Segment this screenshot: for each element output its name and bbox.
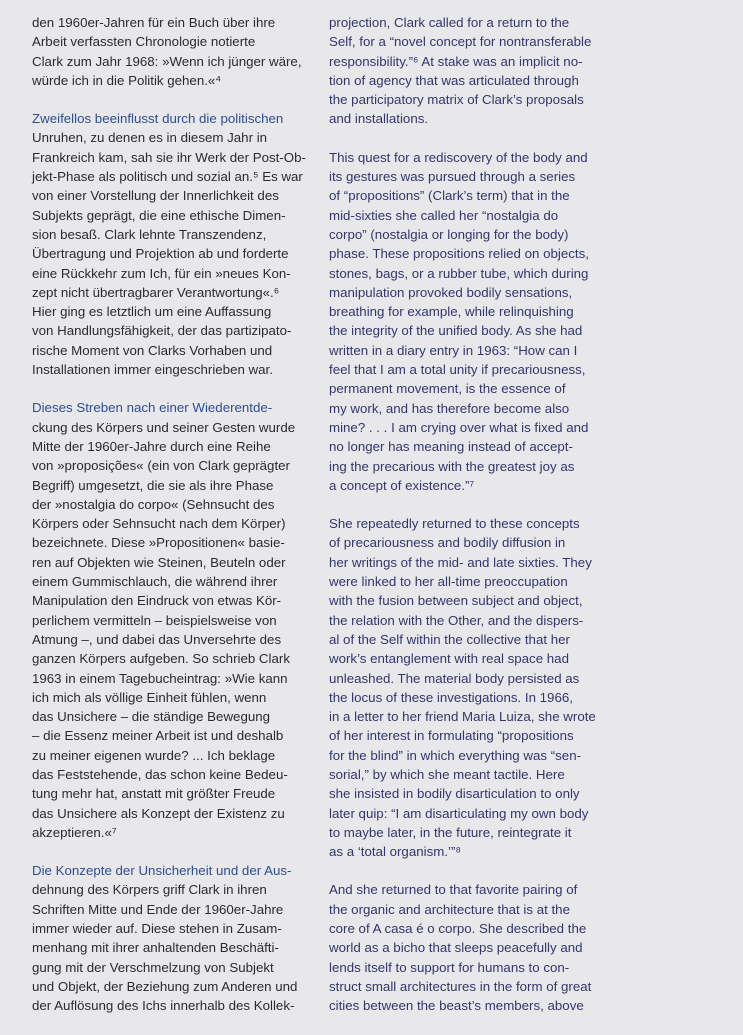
- german-paragraph: [32, 398, 308, 842]
- text-line: mid-sixties she called her “nostalgia do: [329, 207, 559, 223]
- text-line: sorial,” by which she meant tactile. Here: [329, 766, 565, 782]
- text-line: einem Gummischlauch, die während ihrer: [32, 574, 278, 590]
- text-line: she insisted in bodily disarticulation to only: [329, 786, 580, 802]
- text-line: written in a diary entry in 1963: “How can I: [329, 342, 578, 358]
- text-line: mine? . . . I am crying over what is fixed and: [329, 419, 589, 435]
- text-line: later quip: “I am disarticulating my own body: [329, 805, 589, 821]
- german-column: [32, 13, 308, 1035]
- text-line: its gestures was pursued through a series: [329, 169, 576, 185]
- text-line: ing the precarious with the greatest joy as: [329, 458, 575, 474]
- text-line: der »nostalgia do corpo« (Sehnsucht des: [32, 496, 275, 512]
- text-line: of her interest in formulating “propositions: [329, 728, 574, 744]
- text-line: Frankreich kam, sah sie ihr Werk der Post-Ob-: [32, 149, 306, 165]
- text-line: her writings of the mid- and late sixties. They: [329, 554, 592, 570]
- text-line: core of A casa é o corpo. She described the: [329, 921, 587, 937]
- text-line: Übertragung und Projektion ab und forderte: [32, 246, 289, 262]
- text-line: Unruhen, zu denen es in diesem Jahr in: [32, 130, 268, 146]
- text-line: sion besaß. Clark lehnte Transzendenz,: [32, 226, 267, 242]
- english-paragraph: [329, 13, 613, 129]
- text-line: tung mehr hat, anstatt mit größter Freude: [32, 786, 276, 802]
- text-line: the locus of these investigations. In 1966,: [329, 689, 573, 705]
- text-line: unleashed. The material body persisted as: [329, 670, 580, 686]
- text-line: würde ich in die Politik gehen.«⁴: [32, 72, 222, 88]
- text-line: for the blind” in which everything was “sen-: [329, 747, 582, 763]
- text-line: Mitte der 1960er-Jahre durch eine Reihe: [32, 438, 271, 454]
- text-line: to maybe later, in the future, reintegrate it: [329, 824, 572, 840]
- text-line: cities between the beast’s members, above: [329, 998, 584, 1014]
- text-line: das Unsichere – die ständige Bewegung: [32, 709, 271, 725]
- text-line: dehnung des Körpers griff Clark in ihren: [32, 882, 267, 898]
- text-line: manipulation provoked bodily sensations,: [329, 284, 573, 300]
- text-line: the participatory matrix of Clark’s proposals: [329, 92, 584, 108]
- text-line: the relation with the Other, and the dispers-: [329, 612, 584, 628]
- text-line: responsibility.”⁶ At stake was an implicit no-: [329, 53, 583, 69]
- text-line: zu meiner eigenen wurde? ... Ich beklage: [32, 747, 276, 763]
- text-line: projection, Clark called for a return to the: [329, 15, 570, 30]
- text-line: my work, and has therefore become also: [329, 400, 570, 416]
- text-line: der Auflösung des Ichs innerhalb des Kollek-: [32, 998, 295, 1014]
- text-line: von einer Vorstellung der Innerlichkeit des: [32, 188, 279, 204]
- text-line: zept nicht übertragbarer Verantwortung«.⁶: [32, 284, 280, 300]
- text-line: in a letter to her friend Maria Luiza, she wrote: [329, 709, 596, 725]
- text-line: das Feststehende, das schon keine Bedeu-: [32, 766, 288, 782]
- text-line: eine Rückkehr zum Ich, für ein »neues Kon-: [32, 265, 291, 281]
- text-line: ren auf Objekten wie Steinen, Beuteln oder: [32, 554, 286, 570]
- text-line: of “propositions” (Clark’s term) that in the: [329, 188, 570, 204]
- text-line: von Handlungsfähigkeit, der das partizipato-: [32, 323, 292, 339]
- text-line: Begriff) umgesetzt, die sie als ihre Phase: [32, 477, 274, 493]
- text-line: with the fusion between subject and object,: [329, 593, 583, 609]
- text-line: the integrity of the unified body. As she had: [329, 323, 583, 339]
- english-column: [329, 13, 613, 1035]
- text-line: ckung des Körpers und seiner Gesten wurde: [32, 419, 296, 435]
- text-line: Arbeit verfassten Chronologie notierte: [32, 34, 256, 50]
- german-paragraph: [32, 13, 308, 90]
- text-line: Atmung –, und dabei das Unversehrte des: [32, 631, 282, 647]
- text-line: den 1960er-Jahren für ein Buch über ihre: [32, 15, 276, 30]
- text-line: gung mit der Verschmelzung von Subjekt: [32, 959, 274, 975]
- text-line: phase. These propositions relied on objects,: [329, 246, 589, 262]
- text-line: von »proposições« (ein von Clark geprägter: [32, 458, 290, 474]
- text-line: stones, bags, or a rubber tube, which during: [329, 265, 589, 281]
- text-line: ganzen Körpers aufgeben. So schrieb Clark: [32, 651, 290, 667]
- text-line: Clark zum Jahr 1968: »Wenn ich jünger wäre,: [32, 53, 302, 69]
- text-line: struct small architectures in the form of great: [329, 978, 592, 994]
- text-line: permanent movement, is the essence of: [329, 381, 566, 397]
- text-line: tion of agency that was articulated through: [329, 72, 579, 88]
- text-line: no longer has meaning instead of accept-: [329, 439, 573, 455]
- text-line: bezeichnete. Diese »Propositionen« basie-: [32, 535, 285, 551]
- text-line: Hier ging es letztlich um eine Auffassung: [32, 304, 272, 320]
- text-line: as a ‘total organism.’”⁸: [329, 844, 461, 860]
- text-line: work’s entanglement with real space had: [329, 651, 569, 667]
- text-line: Zweifellos beeinflusst durch die politischen: [32, 111, 284, 127]
- text-line: al of the Self within the collective that her: [329, 631, 570, 647]
- text-line: immer wieder auf. Diese stehen in Zusam-: [32, 921, 282, 937]
- text-line: und Objekt, der Beziehung zum Anderen und: [32, 978, 298, 994]
- text-line: 1963 in einem Tagebucheintrag: »Wie kann: [32, 670, 288, 686]
- text-line: a concept of existence.”⁷: [329, 477, 475, 493]
- text-line: This quest for a rediscovery of the body and: [329, 149, 588, 165]
- text-line: And she returned to that favorite pairing of: [329, 882, 578, 898]
- text-line: were linked to her all-time preoccupation: [329, 574, 568, 590]
- text-line: breathing for example, while relinquishing: [329, 304, 574, 320]
- text-line: lends itself to support for humans to con-: [329, 959, 570, 975]
- text-line: Dieses Streben nach einer Wiederentde-: [32, 400, 273, 416]
- text-line: feel that I am a total unity if precariousness,: [329, 362, 586, 378]
- text-line: menhang mit ihrer anhaltenden Beschäfti-: [32, 940, 279, 956]
- text-line: Subjekts geprägt, die eine ethische Dimen-: [32, 207, 286, 223]
- text-line: akzeptieren.«⁷: [32, 824, 117, 840]
- text-line: Manipulation den Eindruck von etwas Kör-: [32, 593, 282, 609]
- text-line: Körpers oder Sehnsucht nach dem Körper): [32, 516, 286, 532]
- text-line: das Unsichere als Konzept der Existenz zu: [32, 805, 285, 821]
- text-line: the organic and architecture that is at the: [329, 901, 570, 917]
- german-paragraph: [32, 109, 308, 379]
- text-line: Installationen immer eingeschrieben war.: [32, 362, 273, 378]
- text-line: world as a bicho that sleeps peacefully and: [329, 940, 583, 956]
- text-line: jekt-Phase als politisch und sozial an.⁵ Es war: [32, 169, 303, 185]
- text-line: corpo” (nostalgia or longing for the body): [329, 226, 569, 242]
- text-line: She repeatedly returned to these concepts: [329, 516, 580, 532]
- english-paragraph: [329, 880, 613, 1015]
- text-line: and installations.: [329, 111, 429, 127]
- text-line: of precariousness and bodily diffusion in: [329, 535, 566, 551]
- text-line: Schriften Mitte und Ende der 1960er-Jahre: [32, 901, 284, 917]
- english-paragraph: [329, 514, 613, 861]
- text-line: perlichem vermitteln – beispielsweise von: [32, 612, 277, 628]
- english-paragraph: [329, 148, 613, 495]
- text-line: rische Moment von Clarks Vorhaben und: [32, 342, 273, 358]
- text-line: – die Essenz meiner Arbeit ist und deshalb: [32, 728, 284, 744]
- text-line: Die Konzepte der Unsicherheit und der Aus-: [32, 863, 292, 879]
- german-paragraph: [32, 861, 308, 1015]
- text-line: ich mich als völlige Einheit fühlen, wenn: [32, 689, 267, 705]
- text-line: Self, for a “novel concept for nontransferable: [329, 34, 592, 50]
